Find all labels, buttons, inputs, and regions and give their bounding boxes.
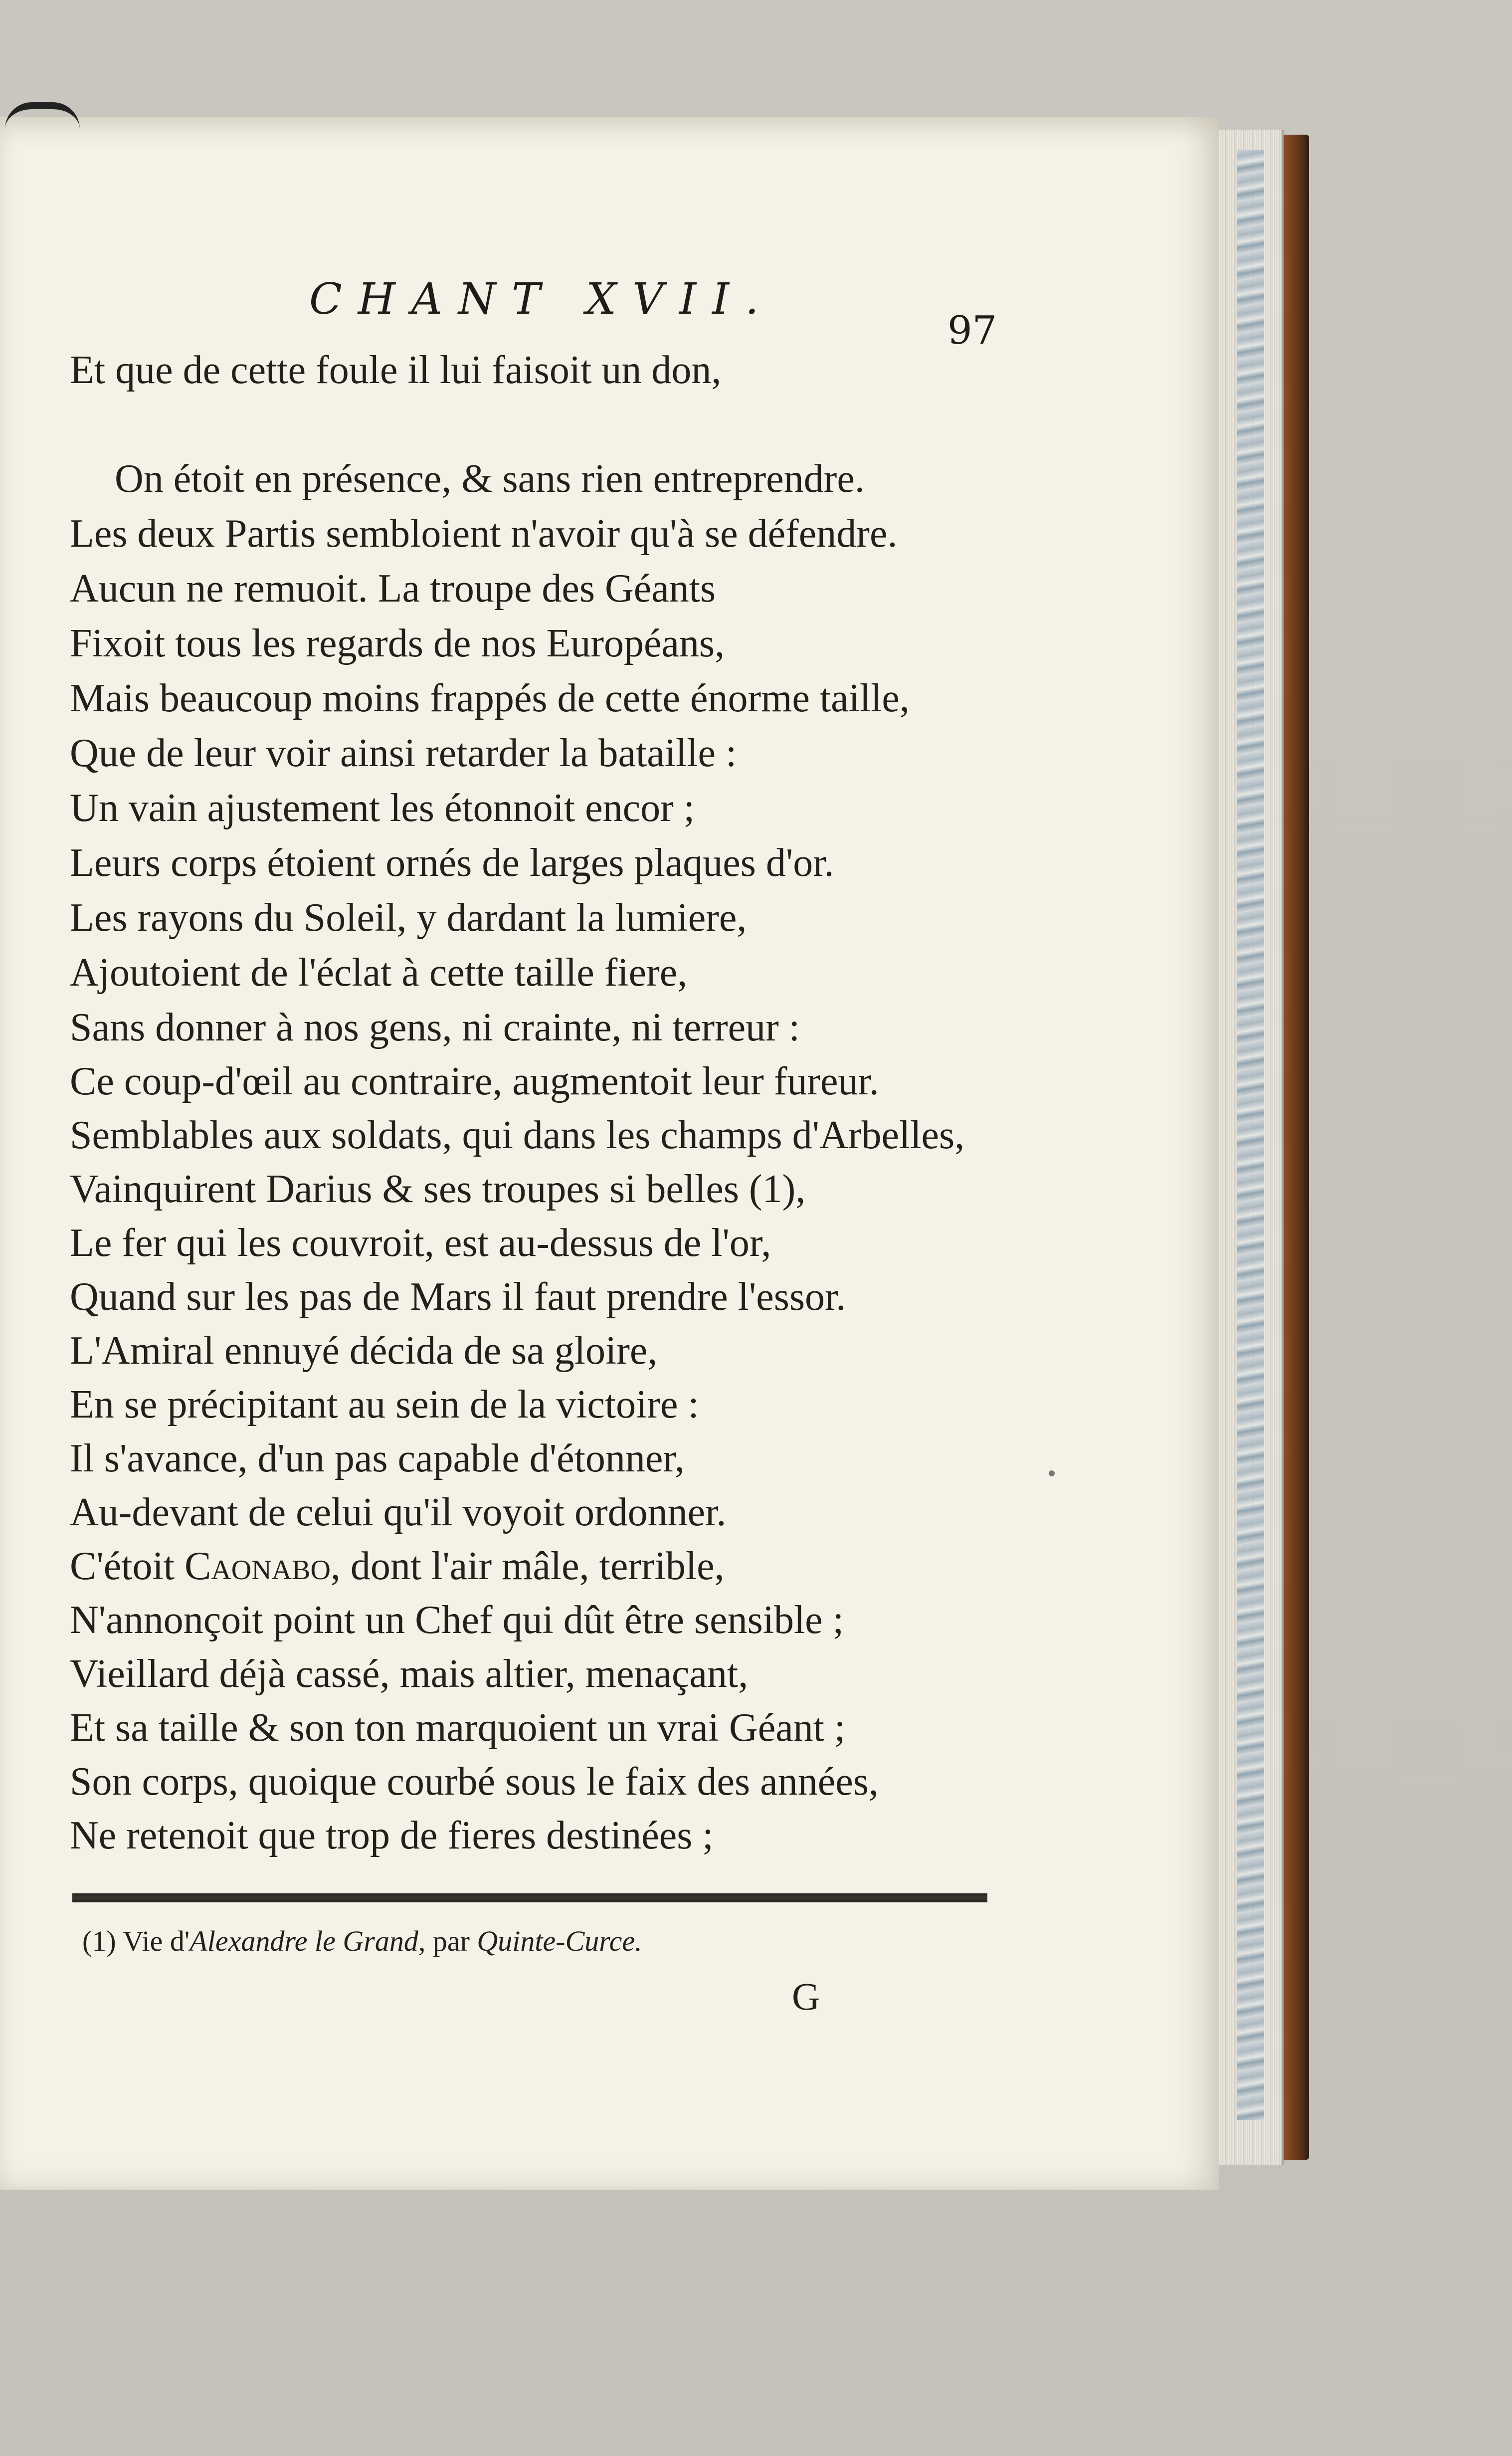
caonabo-suffix: , dont l'air mâle, terrible, [330,1544,725,1588]
text-line: Ajoutoient de l'éclat à cette taille fiere, [70,951,688,995]
caonabo-name: Caonabo [184,1544,331,1588]
signature-mark: G [792,1975,820,2018]
footnote [82,1924,642,1958]
text-line: Vainquirent Darius & ses troupes si belles (1), [70,1167,806,1211]
footnote-rule [72,1893,987,1902]
text-line: Semblables aux soldats, qui dans les champs d'Arbelles, [70,1113,965,1157]
text-line: En se précipitant au sein de la victoire : [70,1383,699,1427]
text-line: Fixoit tous les regards de nos Européans, [70,621,725,665]
text-line: Vieillard déjà cassé, mais altier, menaçant, [70,1652,749,1696]
page-number: 97 [947,308,997,353]
marbled-fore-edge [1237,150,1264,2120]
text-line: Ne retenoit que trop de fieres destinées ; [70,1814,714,1857]
chapter-header: CHANT XVII. [309,274,775,324]
text-line: Quand sur les pas de Mars il faut prendre l'essor. [70,1275,846,1319]
text-line: Et sa taille & son ton marquoient un vrai Géant ; [70,1706,846,1750]
text-line: Les deux Partis sembloient n'avoir qu'à se défendre. [70,512,898,556]
text-line: Aucun ne remuoit. La troupe des Géants [70,567,716,611]
text-line: Son corps, quoique courbé sous le faix des années, [70,1760,879,1804]
caonabo-prefix: C'étoit [70,1544,185,1588]
text-line: Le fer qui les couvroit, est au-dessus de l'or, [70,1221,771,1265]
text-line: Un vain ajustement les étonnoit encor ; [70,786,695,830]
text-line: On étoit en présence, & sans rien entreprendre. [115,457,865,501]
text-line: Ce coup-d'œil au contraire, augmentoit leur fureur. [70,1059,879,1103]
footnote-marker: (1) [82,1925,116,1957]
text-line: Et que de cette foule il lui faisoit un don, [70,348,722,392]
text-line: Que de leur voir ainsi retarder la bataille : [70,731,737,775]
text-line: Les rayons du Soleil, y dardant la lumiere, [70,896,747,940]
text-line: L'Amiral ennuyé décida de sa gloire, [70,1329,658,1373]
text-line: N'annonçoit point un Chef qui dût être sensible ; [70,1598,844,1642]
text-line: Au-devant de celui qu'il voyoit ordonner. [70,1490,727,1534]
text-line-caonabo [70,1546,725,1586]
text-line: Il s'avance, d'un pas capable d'étonner, [70,1436,685,1480]
ink-speck [1049,1470,1055,1476]
text-line: Sans donner à nos gens, ni crainte, ni terreur : [70,1006,800,1049]
footnote-text: Vie d' [123,1925,190,1957]
footnote-title: Alexandre le Grand [189,1925,418,1957]
footnote-text-2: , par [418,1925,477,1957]
text-line: Leurs corps étoient ornés de larges plaques d'or. [70,841,834,885]
text-line: Mais beaucoup moins frappés de cette énorme taille, [70,676,910,720]
footnote-author: Quinte-Curce. [477,1925,642,1957]
